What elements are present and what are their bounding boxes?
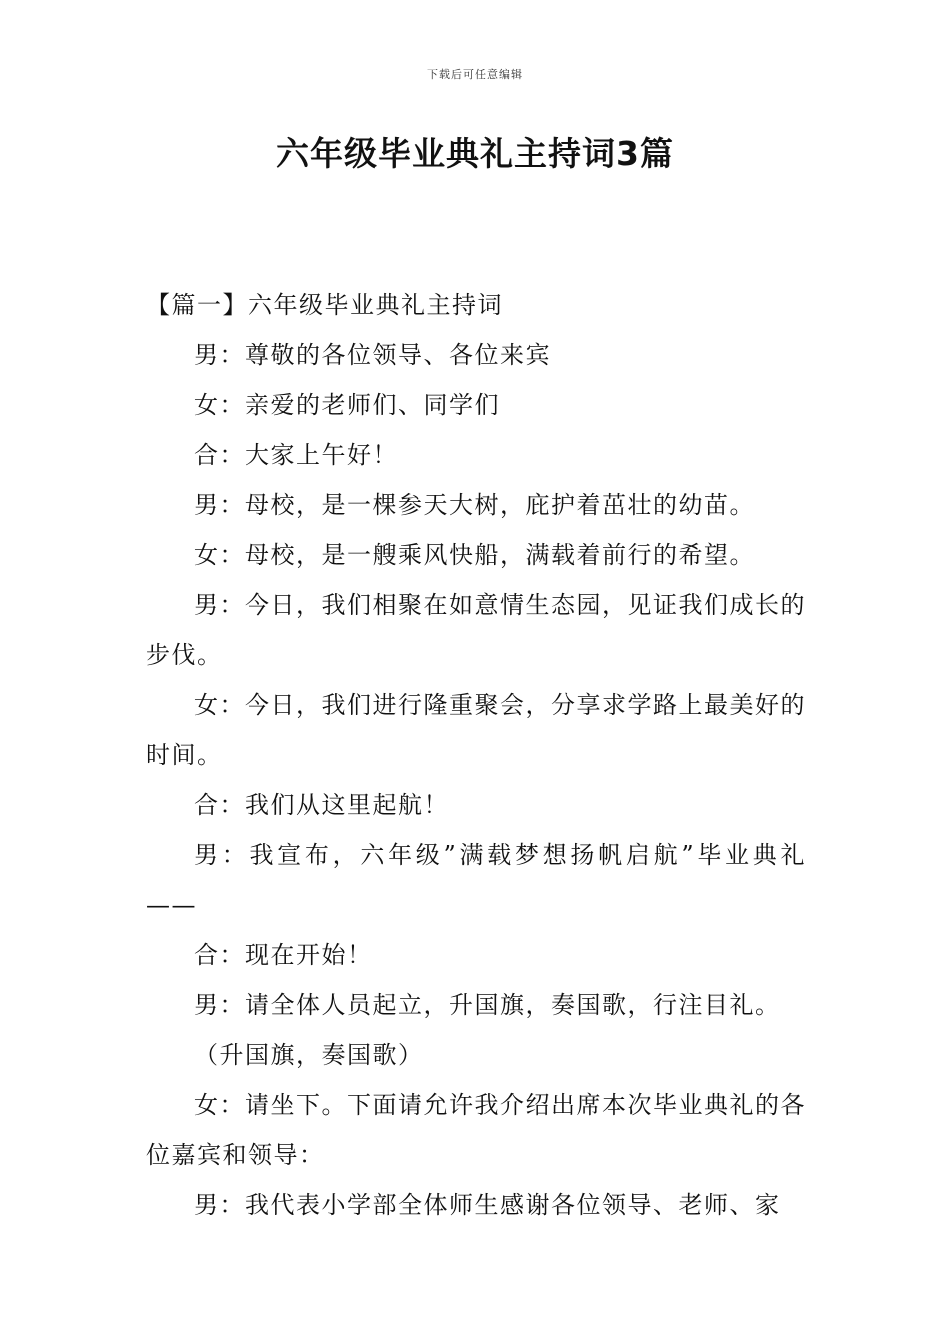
section-heading: 【篇一】六年级毕业典礼主持词 [146,291,503,319]
dialogue-line: 合：我们从这里起航！ [194,791,449,819]
dialogue-line: 女：亲爱的老师们、同学们 [194,391,500,419]
dialogue-line: 男：母校，是一棵参天大树，庇护着茁壮的幼苗。 [194,491,755,519]
dialogue-line: 男：我宣布，六年级”满载梦想扬帆启航”毕业典礼—— [146,841,806,919]
stage-direction: （升国旗，奏国歌） [194,1041,424,1069]
document-body [146,280,806,1230]
dialogue-line: 女：请坐下。下面请允许我介绍出席本次毕业典礼的各位嘉宾和领导： [146,1091,806,1169]
dialogue-line: 合：现在开始！ [194,941,373,969]
dialogue-line: 男：今日，我们相聚在如意情生态园，见证我们成长的步伐。 [146,591,806,669]
dialogue-line: 女：今日，我们进行隆重聚会，分享求学路上最美好的时间。 [146,691,806,769]
dialogue-line: 男：尊敬的各位领导、各位来宾 [194,341,551,369]
dialogue-line: 女：母校，是一艘乘风快船，满载着前行的希望。 [194,541,755,569]
header-note: 下载后可任意编辑 [427,68,523,81]
dialogue-line: 男：我代表小学部全体师生感谢各位领导、老师、家 [194,1191,781,1219]
dialogue-line: 男：请全体人员起立，升国旗，奏国歌，行注目礼。 [194,991,781,1019]
dialogue-line: 合：大家上午好！ [194,441,398,469]
document-title: 六年级毕业典礼主持词3篇 [276,134,674,173]
